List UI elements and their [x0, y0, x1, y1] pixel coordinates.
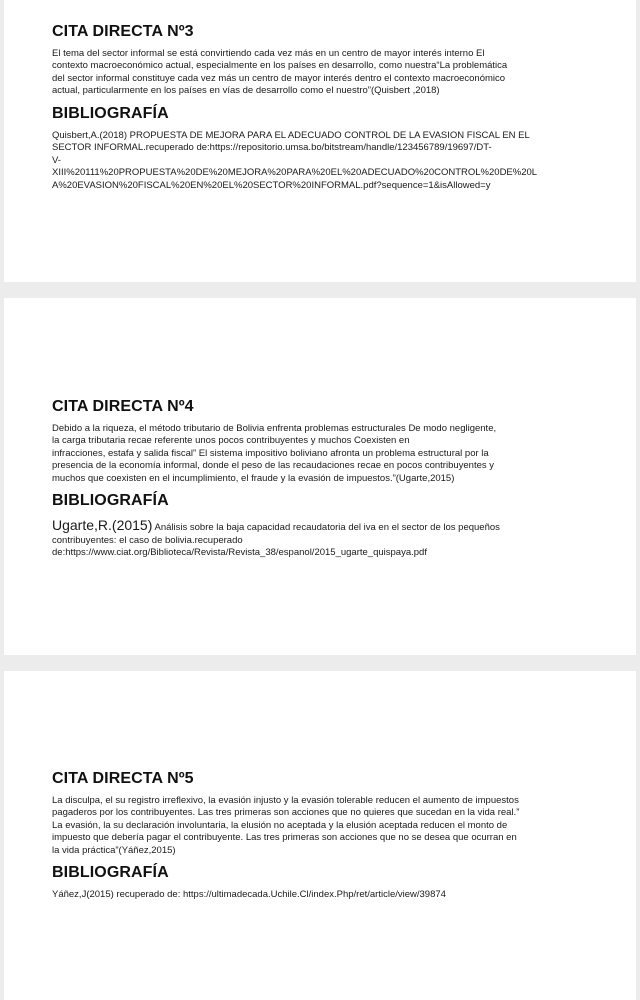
bibliography-title-text: Análisis sobre la baja capacidad recaudatoria del iva en el sector de los pequeños: [152, 522, 500, 534]
quote-line: pagaderos por los contribuyentes. Las tres primeras son acciones que no quieres que sucedan en la vida real.”: [52, 807, 520, 819]
document-page-3: [4, 671, 636, 1000]
quote-line: infracciones, estafa y salida fiscal” El sistema impositivo boliviano afronta un problema estructural por la: [52, 447, 489, 459]
section-title: CITA DIRECTA Nº3: [52, 23, 194, 40]
quote-line: La disculpa, el su registro irreflexivo, la evasión injusto y la evasión tolerable reducen el aumento de impuestos: [52, 795, 519, 806]
bibliography-entry: [52, 889, 598, 902]
bibliography-title: BIBLIOGRAFÍA: [52, 864, 169, 882]
bibliography-entry: [52, 130, 598, 193]
quote-line: la vida práctica”(Yáñez,2015): [52, 844, 176, 856]
quote-paragraph: [52, 795, 598, 857]
bibliography-title: BIBLIOGRAFÍA: [52, 492, 169, 510]
quote-line: la carga tributaria recae referente unos pocos contribuyentes y muchos Coexisten en: [52, 435, 410, 447]
section-title: CITA DIRECTA Nº4: [52, 398, 194, 415]
bibliography-line: contribuyentes: el caso de bolivia.recuperado: [52, 534, 243, 546]
quote-paragraph: [52, 423, 598, 485]
bibliography-author: Ugarte,R.(2015): [52, 517, 153, 534]
bibliography-line: Yáñez,J(2015) recuperado de: https://ultimadecada.Uchile.Cl/index.Php/ret/article/view/39874: [52, 889, 446, 901]
bibliography-line: V-: [52, 154, 61, 166]
quote-line: impuesto que debería pagar el contribuyente. Las tres primeras son acciones que no se desea que ocurran en: [52, 832, 517, 844]
document-page-2: [4, 298, 636, 655]
bibliography-line: SECTOR INFORMAL.recuperado de:https://repositorio.umsa.bo/bitstream/handle/123456789/19697/DT-: [52, 142, 492, 154]
bibliography-line: A%20EVASION%20FISCAL%20EN%20EL%20SECTOR%20INFORMAL.pdf?sequence=1&isAllowed=y: [52, 180, 491, 191]
quote-line: actual, particularmente en los países en vías de desarrollo como el nuestro”(Quisbert ,2018): [52, 85, 440, 97]
bibliography-line: de:https://www.ciat.org/Biblioteca/Revista/Revista_38/espanol/2015_ugarte_quispaya.pdf: [52, 547, 427, 559]
bibliography-entry: [52, 517, 598, 560]
quote-line: La evasión, la su declaración involuntaria, la elusión no aceptada y la elusión aceptada reducen el monto de: [52, 819, 508, 831]
cita-section-4: [52, 397, 598, 560]
quote-line: del sector informal constituye cada vez más un centro de mayor interés dentro el contexto macroeconómico: [52, 72, 506, 84]
cita-section-5: [52, 769, 598, 902]
quote-line: muchos que coexisten en el incumplimiento, el fraude y la evasión de impuestos.”(Ugarte,2015): [52, 472, 455, 484]
bibliography-line: Quisbert,A.(2018) PROPUESTA DE MEJORA PARA EL ADECUADO CONTROL DE LA EVASION FISCAL EN EL: [52, 129, 530, 141]
document-page-1: [4, 0, 636, 282]
bibliography-first-line: [52, 517, 598, 535]
bibliography-line: XIII%20111%20PROPUESTA%20DE%20MEJORA%20PARA%20EL%20ADECUADO%20CONTROL%20DE%20L: [52, 167, 538, 179]
quote-line: presencia de la economía informal, donde el peso de las recaudaciones recae en pocos contribuyentes y: [52, 460, 495, 472]
quote-line: El tema del sector informal se está convirtiendo cada vez más en un centro de mayor interés interno El: [52, 48, 485, 59]
bibliography-title: BIBLIOGRAFÍA: [52, 104, 169, 122]
section-title: CITA DIRECTA Nº5: [52, 770, 194, 787]
quote-line: contexto macroeconómico actual, especialmente en los países en desarrollo, como nuestra“La problemática: [52, 60, 508, 72]
quote-line: Debido a la riqueza, el método tributario de Bolivia enfrenta problemas estructurales De modo negligente,: [52, 423, 497, 434]
cita-section-3: [52, 22, 598, 193]
quote-paragraph: [52, 48, 598, 98]
